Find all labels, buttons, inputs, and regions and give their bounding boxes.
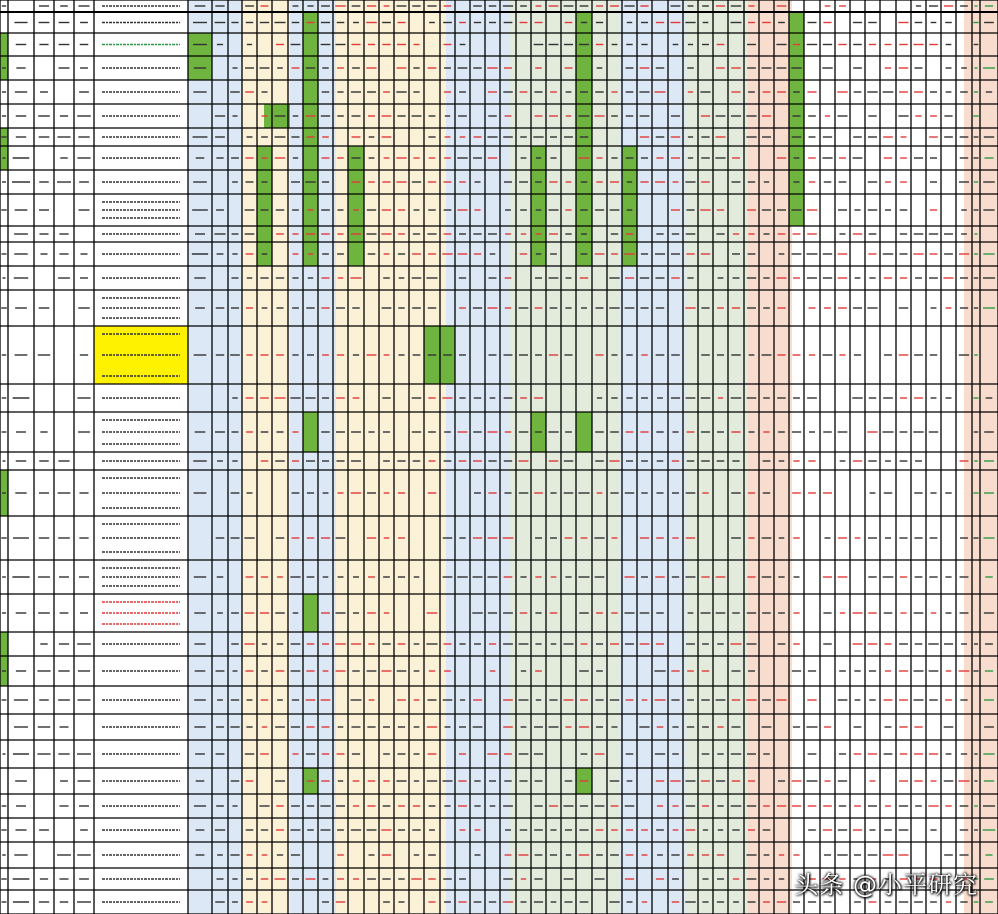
green-cell-col-l <box>576 412 592 452</box>
green-cell-col-d <box>257 146 272 266</box>
green-cell-col-b <box>576 12 592 266</box>
green-cell-col-f <box>531 146 546 266</box>
green-cell-col-a <box>303 12 318 266</box>
green-cell-left-b <box>0 128 8 170</box>
green-cell-col-m <box>303 594 318 632</box>
green-cell-col-j <box>303 412 318 452</box>
watermark-text: 头条 @小平研究 <box>794 871 978 899</box>
green-cell-col-g <box>622 146 637 266</box>
column-band-7 <box>566 0 620 914</box>
green-cell-col-e <box>348 146 364 266</box>
green-cell-left-d <box>0 632 8 686</box>
